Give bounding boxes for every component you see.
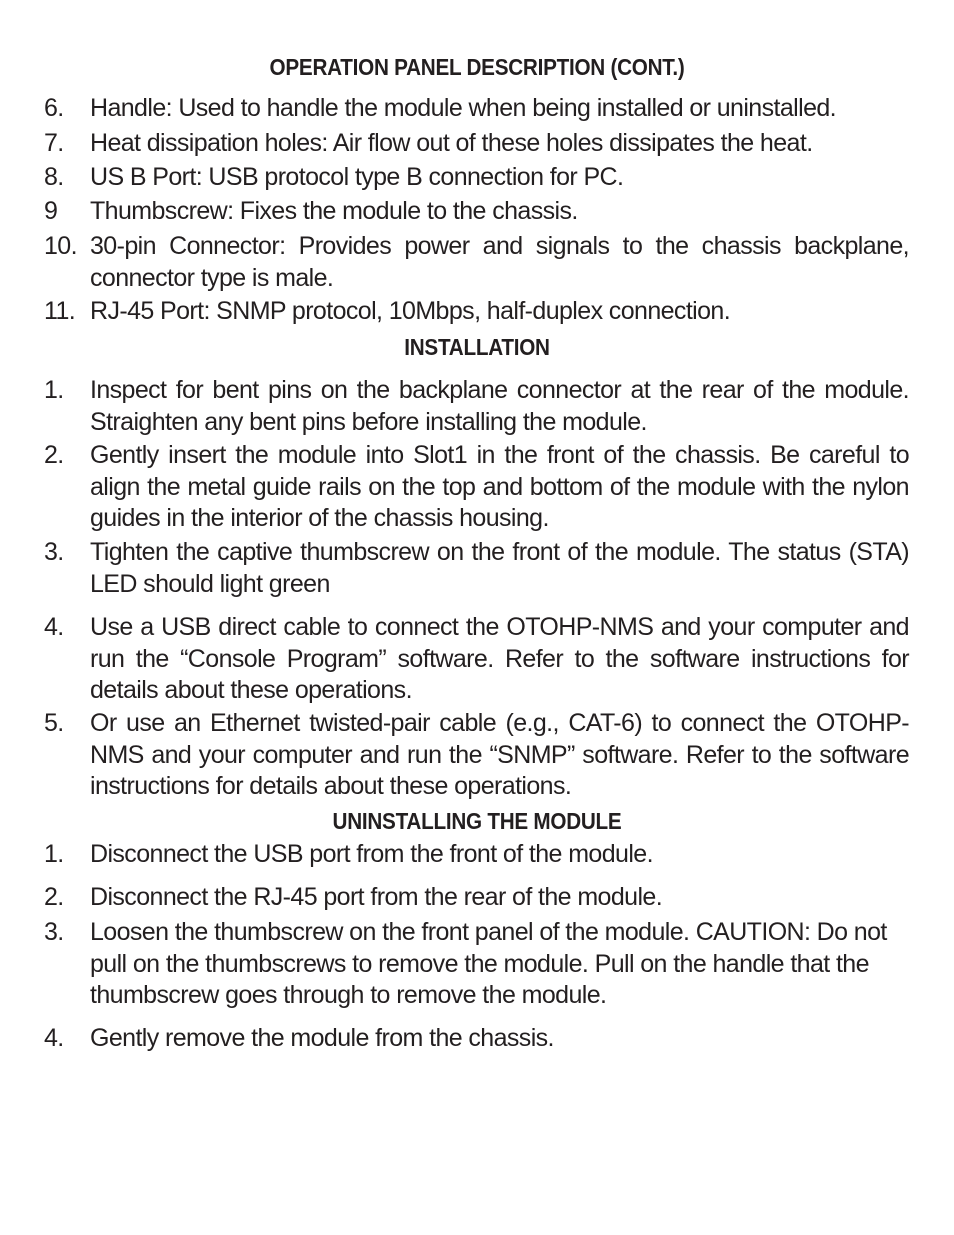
- item-text: Gently insert the module into Slot1 in the front of the chassis. Be careful to align the metal guide rails on the top and bottom of the module with the nylon guides in the interior of the chassis housing.: [90, 441, 909, 532]
- item-text: Tighten the captive thumbscrew on the front of the module. The status (STA) LED should light green: [90, 538, 909, 598]
- list-item: [44, 708, 909, 803]
- item-number: 2.: [44, 883, 64, 911]
- list-item: [44, 882, 909, 914]
- section-heading-installation: INSTALLATION: [404, 334, 550, 360]
- list-item: [44, 296, 909, 328]
- item-number: 5.: [44, 709, 64, 737]
- list-item: [44, 440, 909, 535]
- item-text: Gently remove the module from the chassis.: [90, 1024, 554, 1052]
- item-text: Or use an Ethernet twisted-pair cable (e.g., CAT-6) to connect the OTOHP-NMS and your computer and run the “SNMP” software. Refer to the software instructions for details about these operations.: [90, 709, 909, 800]
- item-text: RJ-45 Port: SNMP protocol, 10Mbps, half-duplex connection.: [90, 297, 731, 325]
- item-number: 7.: [44, 129, 64, 157]
- item-number: 10.: [44, 232, 77, 260]
- item-number: 2.: [44, 441, 64, 469]
- item-text: Thumbscrew: Fixes the module to the chassis.: [90, 197, 578, 225]
- section-heading-uninstalling: UNINSTALLING THE MODULE: [332, 808, 622, 834]
- list-item: [44, 839, 909, 871]
- item-number: 11.: [44, 297, 76, 325]
- item-number: 1.: [44, 840, 64, 868]
- item-number: 4.: [44, 1024, 64, 1052]
- item-text: 30-pin Connector: Provides power and signals to the chassis backplane, connector type is male.: [90, 232, 909, 292]
- list-item: [44, 375, 909, 438]
- item-number: 8.: [44, 163, 64, 191]
- item-text: Handle: Used to handle the module when being installed or uninstalled.: [90, 94, 837, 122]
- list-item: [44, 537, 909, 600]
- item-text: Loosen the thumbscrew on the front panel of the module. CAUTION: Do not pull on the thumbscrews to remove the module. Pull on the handle that the thumbscrew goes through to remove the module.: [90, 918, 887, 1009]
- item-number: 6.: [44, 94, 64, 122]
- list-item: [44, 231, 909, 294]
- item-number: 9: [44, 197, 58, 225]
- list-item: [44, 162, 909, 194]
- list-item: [44, 917, 909, 1012]
- list-item: [44, 128, 909, 160]
- item-number: 3.: [44, 918, 64, 946]
- list-item: [44, 93, 909, 125]
- item-text: Disconnect the RJ-45 port from the rear of the module.: [90, 883, 663, 911]
- item-number: 4.: [44, 613, 64, 641]
- item-text: Disconnect the USB port from the front of the module.: [90, 840, 653, 868]
- list-item: [44, 196, 909, 228]
- item-text: US B Port: USB protocol type B connection for PC.: [90, 163, 624, 191]
- item-text: Use a USB direct cable to connect the OTOHP-NMS and your computer and run the “Console Program” software. Refer to the software instructions for details about these operations.: [90, 613, 909, 704]
- item-number: 1.: [44, 376, 64, 404]
- list-item: [44, 612, 909, 707]
- section-heading-operation-panel: OPERATION PANEL DESCRIPTION (CONT.): [269, 54, 685, 80]
- item-text: Inspect for bent pins on the backplane connector at the rear of the module. Straighten any bent pins before installing the module.: [90, 376, 909, 436]
- item-text: Heat dissipation holes: Air flow out of these holes dissipates the heat.: [90, 129, 813, 157]
- item-number: 3.: [44, 538, 64, 566]
- list-item: [44, 1023, 909, 1055]
